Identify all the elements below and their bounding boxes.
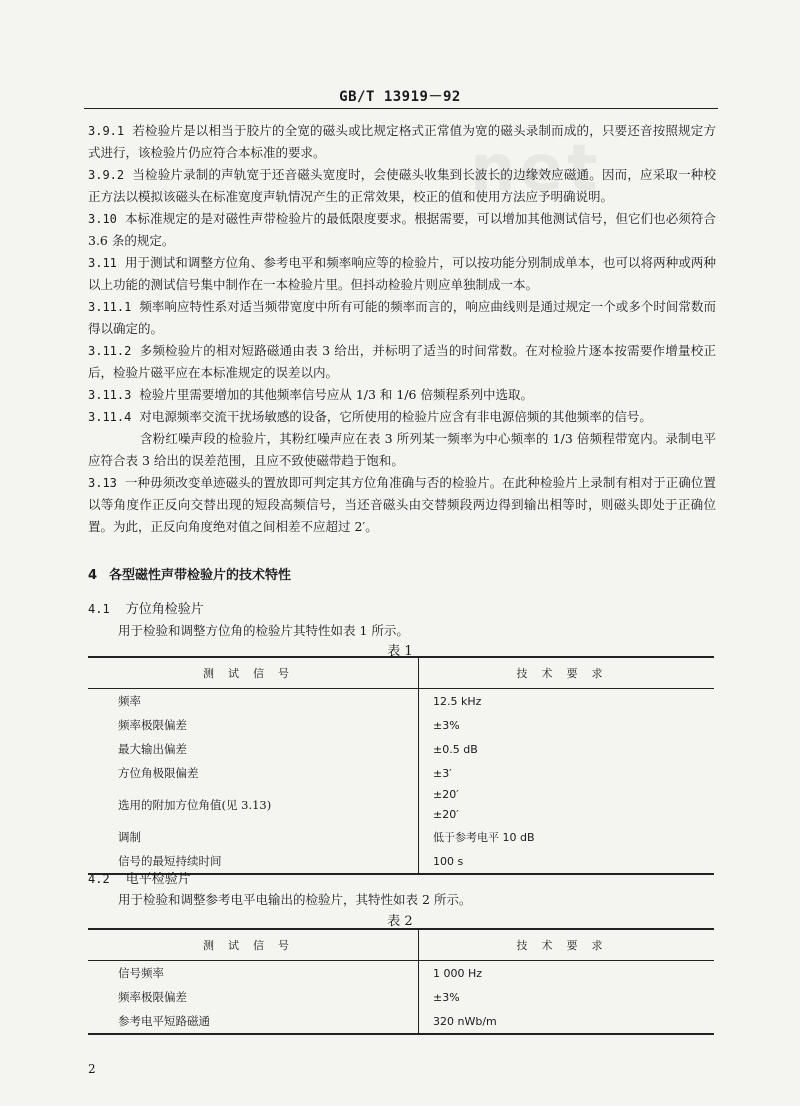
clause-paragraph: [88, 406, 716, 428]
table-header-requirements: 技术要求: [419, 929, 715, 961]
requirement-value: ±20′: [433, 788, 459, 801]
requirement-cell: ±0.5 dB: [433, 742, 478, 756]
signal-name-cell: 频率极限偏差: [88, 713, 419, 737]
requirement-cell: 12.5 kHz: [433, 694, 482, 708]
section-4-heading: [88, 564, 291, 583]
table-row: [88, 1009, 714, 1034]
requirement-cell: 100 s: [433, 854, 464, 868]
clause-paragraph: [88, 472, 716, 538]
table-row: [88, 713, 714, 737]
table-1-caption: 表 1: [387, 644, 413, 659]
clause-number: 3.9.1: [88, 124, 125, 138]
clause-text: 含粉红噪声段的检验片，其粉红噪声应在表 3 所列某一频率为中心频率的 1/3 倍频程带宽内。录制电平应符合表 3 给出的误差范围，且应不致使磁带趋于饱和。: [88, 431, 716, 468]
signal-name-cell: 信号频率: [88, 961, 419, 986]
signal-name-cell: 方位角极限偏差: [88, 761, 419, 785]
clause-text: 当检验片录制的声轨宽于还音磁头宽度时，会使磁头收集到长波长的边缘效应磁通。因而，应采取一种校正方法以模拟该磁头在标准宽度声轨情况产生的正常效果，校正的值和使用方法应予明确说明。: [88, 167, 716, 204]
clause-paragraph: [88, 164, 716, 208]
clause-number: 3.11.3: [88, 388, 132, 402]
clause-text: 若检验片是以相当于胶片的全宽的磁头或比规定格式正常值为宽的磁头录制而成的，只要还音按照规定方式进行，该检验片仍应符合本标准的要求。: [88, 123, 716, 160]
table-header-test-signal: 测试信号: [88, 657, 419, 689]
table-row: [88, 825, 714, 849]
table-row: [88, 761, 714, 785]
signal-name-cell: 调制: [88, 825, 419, 849]
clause-number: 3.11: [88, 256, 117, 270]
subsection-title: 电平检验片: [125, 872, 191, 887]
clause-text: 对电源频率交流干扰场敏感的设备，它所使用的检验片应含有非电源倍频的其他频率的信号。: [139, 409, 652, 424]
requirement-cell: 1 000 Hz: [433, 966, 483, 980]
clause-paragraph: [88, 384, 716, 406]
signal-name-cell: 选用的附加方位角值(见 3.13): [88, 785, 419, 825]
table-row: [88, 785, 714, 825]
clause-number: 3.11.1: [88, 300, 132, 314]
subsection-title: 方位角检验片: [125, 602, 204, 617]
requirement-cell: 低于参考电平 10 dB: [433, 831, 535, 844]
table-row: [88, 737, 714, 761]
subsection-4-2-intro: 用于检验和调整参考电平电输出的检验片，其特性如表 2 所示。: [118, 892, 472, 907]
clause-paragraph: [88, 120, 716, 164]
clause-number: 3.13: [88, 476, 117, 490]
table-row: [88, 985, 714, 1009]
clause-text: 本标准规定的是对磁性声带检验片的最低限度要求。根据需要，可以增加其他测试信号，但它们也必须符合 3.6 条的规定。: [88, 211, 716, 248]
standard-code-header: GB/T 13919－92: [339, 89, 461, 105]
signal-name-cell: 最大输出偏差: [88, 737, 419, 761]
section-title: 各型磁性声带检验片的技术特性: [109, 568, 292, 583]
requirement-value: ±20′: [433, 808, 459, 821]
table-1: [88, 656, 714, 875]
table-row: [88, 961, 714, 986]
clause-paragraph: [88, 296, 716, 340]
table-header-test-signal: 测试信号: [88, 929, 419, 961]
clause-paragraph: [88, 252, 716, 296]
requirement-cell: [419, 785, 715, 825]
table-2: [88, 928, 714, 1035]
subsection-number: 4.2: [88, 872, 110, 886]
clause-paragraph: [88, 208, 716, 252]
signal-name-cell: 参考电平短路磁通: [88, 1009, 419, 1034]
requirement-cell: ±3%: [433, 718, 460, 732]
clause-text: 多频检验片的相对短路磁通由表 3 给出，并标明了适当的时间常数。在对检验片逐本按需要作增量校正后，检验片磁平应在本标准规定的误差以内。: [88, 343, 716, 380]
clause-text: 用于测试和调整方位角、参考电平和频率响应等的检验片，可以按功能分别制成单本，也可以将两种或两种以上功能的测试信号集中制作在一本检验片里。但抖动检验片则应单独制成一本。: [88, 255, 716, 292]
requirement-cell: 320 nWb/m: [433, 1014, 497, 1028]
requirement-cell: ±3%: [433, 990, 460, 1004]
clause-number: 3.11.4: [88, 410, 132, 424]
clause-number: 3.10: [88, 212, 117, 226]
subsection-4-1-intro: 用于检验和调整方位角的检验片其特性如表 1 所示。: [118, 623, 409, 638]
signal-name-cell: 频率极限偏差: [88, 985, 419, 1009]
clause-number: 3.11.2: [88, 344, 132, 358]
requirement-cell: ±3′: [433, 766, 452, 780]
clause-number: 3.9.2: [88, 168, 125, 182]
clause-text: 一种毋须改变单迹磁头的置放即可判定其方位角准确与否的检验片。在此种检验片上录制有相对于正确位置以等角度作正反向交替出现的短段高频信号，当还音磁头由交替频段两边得到输出相等时，则磁头即处于正确位置。为此，正反向角度绝对值之间相差不应超过 2′。: [88, 475, 716, 534]
table-row: [88, 689, 714, 714]
clause-paragraph: [88, 428, 716, 472]
section-number: 4: [88, 568, 98, 583]
signal-name-cell: 信号的最短持续时间: [88, 849, 419, 874]
table-header-requirements: 技术要求: [419, 657, 715, 689]
subsection-4-2-heading: [88, 868, 191, 887]
table-2-caption: 表 2: [387, 914, 413, 929]
subsection-number: 4.1: [88, 602, 110, 616]
clause-paragraph: [88, 340, 716, 384]
clause-text-block: [88, 120, 716, 538]
clause-text: 频率响应特性系对适当频带宽度中所有可能的频率而言的，响应曲线则是通过规定一个或多个时间常数而得以确定的。: [88, 299, 716, 336]
subsection-4-1-heading: [88, 598, 204, 617]
signal-name-cell: 频率: [88, 689, 419, 714]
page-number: 2: [88, 1062, 96, 1076]
watermark: net: [470, 132, 602, 206]
clause-text: 检验片里需要增加的其他频率信号应从 1/3 和 1/6 倍频程系列中选取。: [139, 387, 533, 402]
header-rule: [84, 108, 718, 109]
